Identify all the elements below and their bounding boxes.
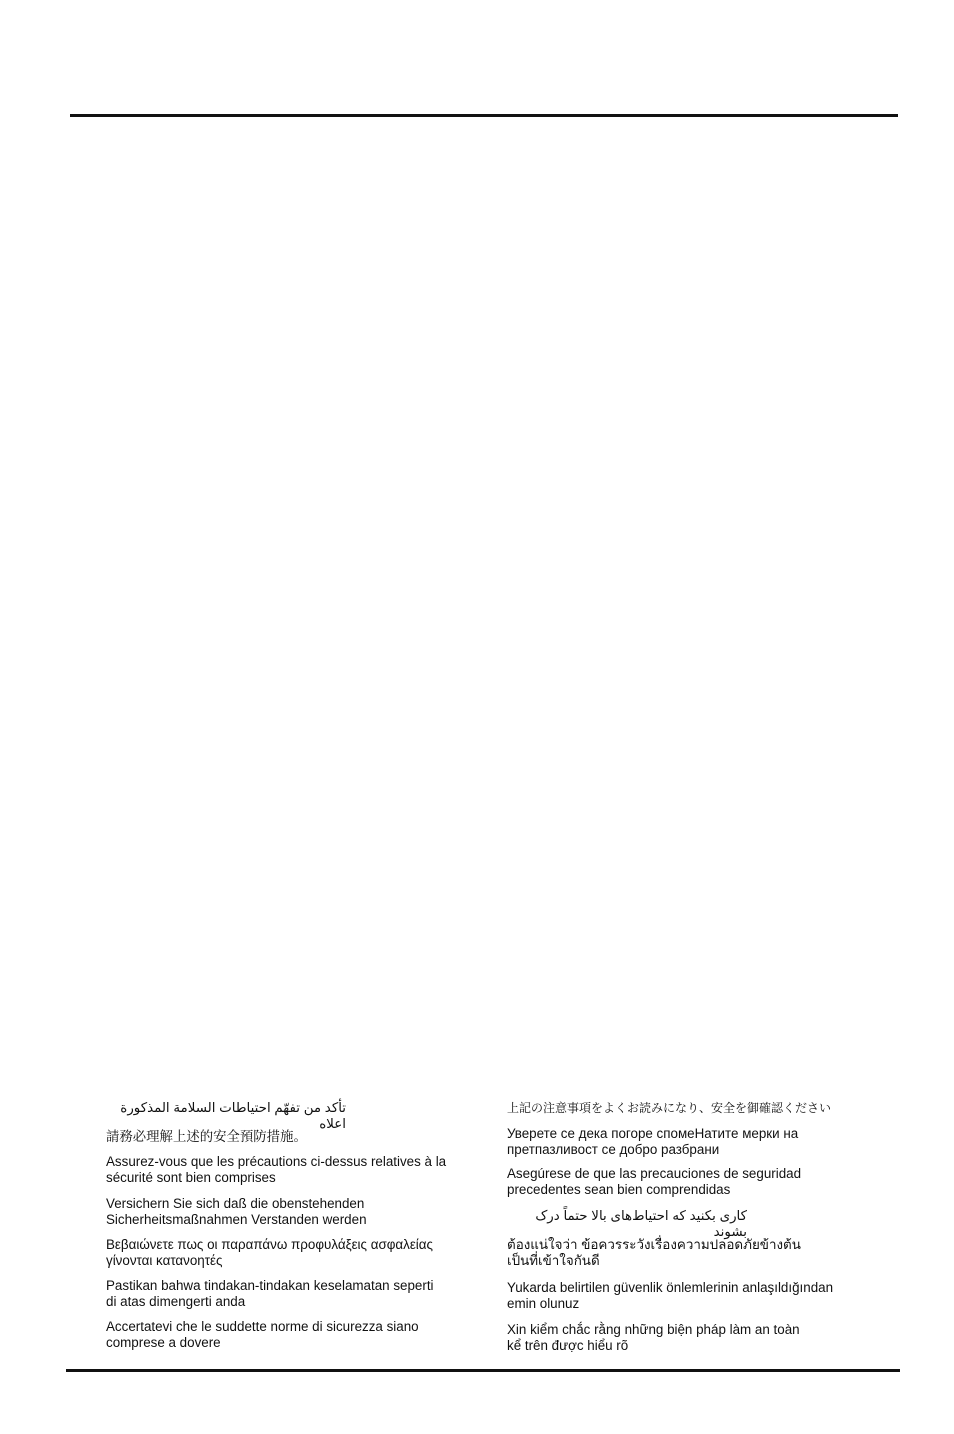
safety-note-chinese: 請務必理解上述的安全預防措施。 xyxy=(106,1129,307,1144)
safety-note-spanish: Asegúrese de que las precauciones de seguridad precedentes sean bien comprendidas xyxy=(507,1166,802,1197)
safety-note-persian: کاری بکنید که احتیاط‌های بالا حتماً درک بشوند xyxy=(535,1208,747,1239)
safety-note-arabic: تأكد من تفهّم احتياطات السلامة المذكورة اعلاه xyxy=(120,1100,346,1131)
bottom-rule xyxy=(66,1369,900,1372)
safety-note-bulgarian: Уверете се дека погоре спомеНатите мерки на претпазливост се добро разбрани xyxy=(507,1126,799,1157)
safety-note-french: Assurez-vous que les précautions ci-dessus relatives à la sécurité sont bien comprises xyxy=(106,1154,447,1185)
safety-note-vietnamese: Xin kiểm chắc rằng những biện pháp làm an toàn kể trên được hiểu rõ xyxy=(507,1322,800,1353)
safety-note-turkish: Yukarda belirtilen güvenlik önlemlerinin anlaşıldığından emin olunuz xyxy=(507,1280,834,1311)
top-rule xyxy=(70,114,898,117)
safety-note-german: Versichern Sie sich daß die obenstehenden Sicherheitsmaßnahmen Verstanden werden xyxy=(106,1196,367,1227)
safety-note-italian: Accertatevi che le suddette norme di sicurezza siano comprese a dovere xyxy=(106,1319,419,1350)
safety-note-thai: ต้องแน่ใจว่า ข้อควรระวังเรื่องความปลอดภัยข้างต้น เป็นที่เข้าใจกันดี xyxy=(507,1237,801,1268)
safety-note-japanese: 上記の注意事項をよくお読みになり、安全を御確認ください xyxy=(507,1101,832,1115)
safety-note-greek: Βεβαιώνετε πως οι παραπάνω προφυλάξεις ασφαλείας γίνονται κατανοητές xyxy=(106,1237,433,1268)
safety-note-indonesian: Pastikan bahwa tindakan-tindakan keselamatan seperti di atas dimengerti anda xyxy=(106,1278,434,1309)
